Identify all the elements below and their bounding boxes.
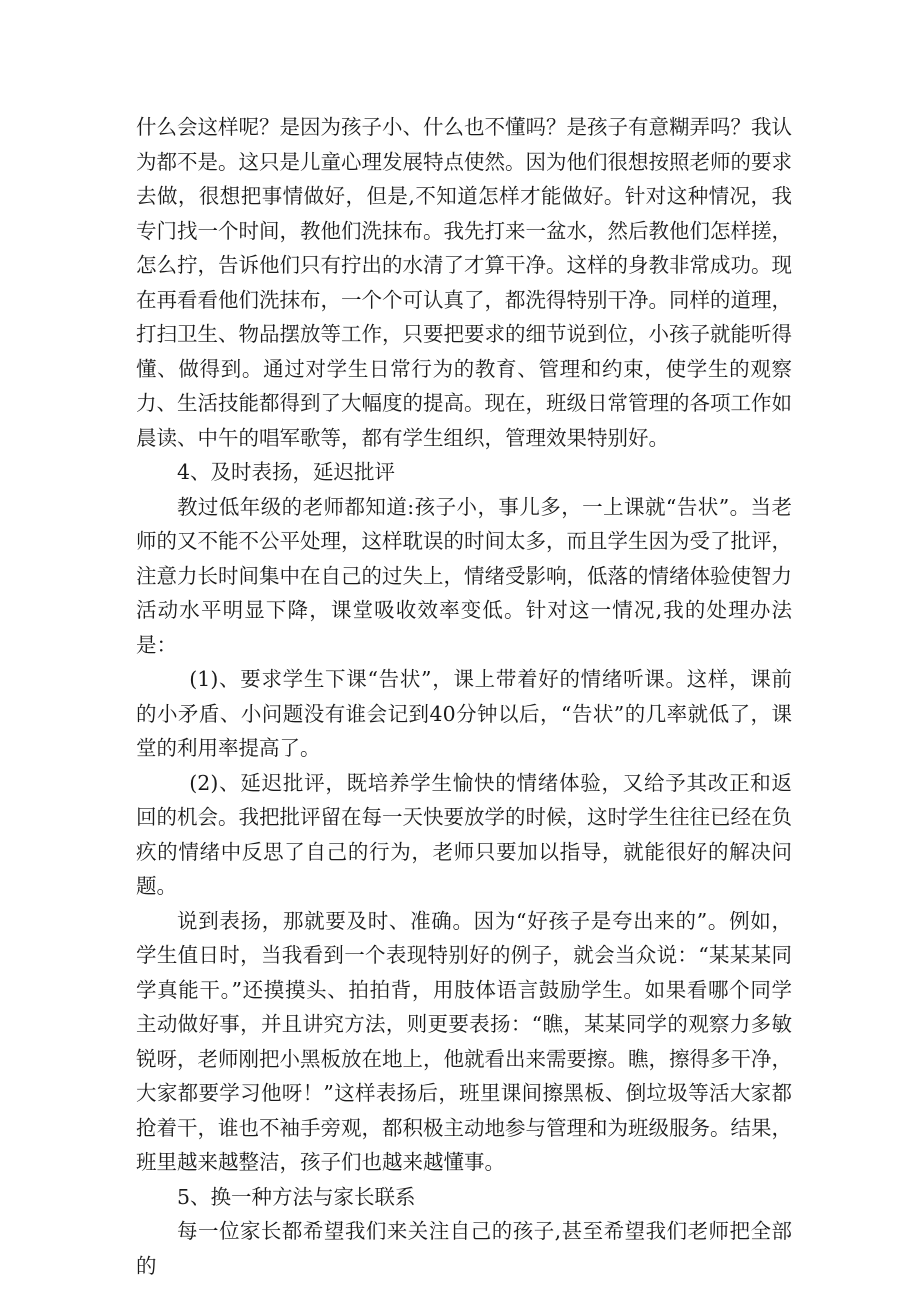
section-heading: 4、及时表扬，延迟批评 <box>177 460 396 484</box>
body-paragraph: 教过低年级的老师都知道:孩子小，事儿多，一上课就“告状”。当老师的又不能不公平处理，这样耽误的时间太多，而且学生因为受了批评，注意力长时间集中在自己的过失上，情绪受影响，低落的情绪体验使智力活动水平明显下降，课堂吸收效率变低。针对这一情况,我的处理办法是： <box>136 494 792 657</box>
list-item: (1)、要求学生下课“告状”，课上带着好的情绪听课。这样，课前的小矛盾、小问题没有谁会记到40分钟以后，“告状”的几率就低了，课堂的利用率提高了。 <box>136 667 792 760</box>
body-paragraph: 说到表扬，那就要及时、准确。因为“好孩子是夸出来的”。例如，学生值日时，当我看到一个表现特别好的例子，就会当众说：“某某某同学真能干。”还摸摸头、拍拍背，用肢体语言鼓励学生。如果看哪个同学主动做好事，并且讲究方法，则更要表扬：“瞧，某某同学的观察力多敏锐呀，老师刚把小黑板放在地上，他就看出来需要擦。瞧，擦得多干净，大家都要学习他呀！”这样表扬后，班里课间擦黑板、倒垃圾等活大家都抢着干，谁也不袖手旁观，都积极主动地参与管理和为班级服务。结果，班里越来越整洁，孩子们也越来越懂事。 <box>136 908 792 1174</box>
body-paragraph: 什么会这样呢？是因为孩子小、什么也不懂吗？是孩子有意糊弄吗？我认为都不是。这只是儿童心理发展特点使然。因为他们很想按照老师的要求去做，很想把事情做好，但是,不知道怎样才能做好。针对这种情况，我专门找一个时间，教他们洗抹布。我先打来一盆水，然后教他们怎样搓，怎么拧，告诉他们只有拧出的水清了才算干净。这样的身教非常成功。现在再看看他们洗抹布，一个个可认真了，都洗得特别干净。同样的道理，打扫卫生、物品摆放等工作，只要把要求的细节说到位，小孩子就能听得懂、做得到。通过对学生日常行为的教育、管理和约束，使学生的观察力、生活技能都得到了大幅度的提高。现在，班级日常管理的各项工作如晨读、中午的唱军歌等，都有学生组织，管理效果特别好。 <box>136 115 792 450</box>
body-paragraph: 每一位家长都希望我们来关注自己的孩子,甚至希望我们老师把全部的 <box>136 1219 792 1278</box>
list-item: (2)、延迟批评，既培养学生愉快的情绪体验，又给予其改正和返回的机会。我把批评留在每一天快要放学的时候，这时学生往往已经在负疚的情绪中反思了自己的行为，老师只要加以指导，就能很好的解决问题。 <box>136 770 792 898</box>
document-body <box>136 110 792 1283</box>
section-heading: 5、换一种方法与家长联系 <box>177 1184 416 1209</box>
